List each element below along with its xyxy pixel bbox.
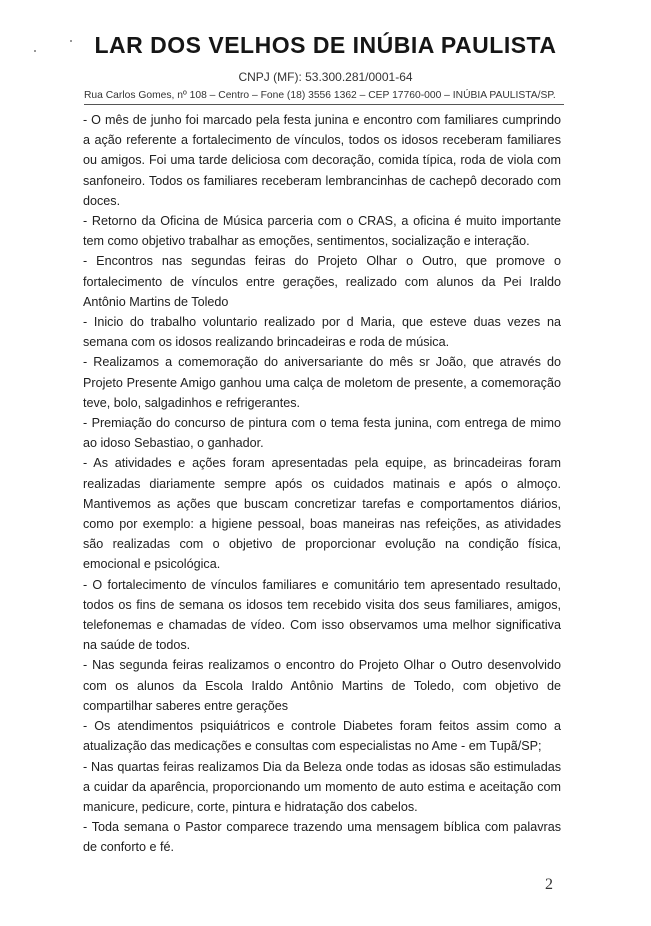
paragraph: - Premiação do concurso de pintura com o tema festa junina, com entrega de mimo ao idoso Sebastiao, o ganhador. xyxy=(83,416,561,451)
paragraph: - Nas segunda feiras realizamos o encontro do Projeto Olhar o Outro desenvolvido com os alunos da Escola Iraldo Antônio Martins de Toledo, com objetivo de compartilhar saberes entre gerações xyxy=(83,658,561,713)
cnpj-line: CNPJ (MF): 53.300.281/0001-64 xyxy=(238,70,413,84)
paragraph: - Inicio do trabalho voluntario realizado por d Maria, que esteve duas vezes na semana com os idosos realizando brincadeiras e roda de música. xyxy=(83,315,561,350)
organization-title: LAR DOS VELHOS DE INÚBIA PAULISTA xyxy=(94,32,557,58)
paragraph: - As atividades e ações foram apresentadas pela equipe, as brincadeiras foram realizadas diariamente sempre após os cuidados matinais e após o almoço. Mantivemos as ações que buscam concretizar tarefas e comportamentos diários, como por exemplo: a higiene pessoal, boas maneiras nas refeições, as atividades são realizadas com o objetivo de proporcionar evolução na condição física, emocional e psicológica. xyxy=(83,456,561,572)
paragraph: - Retorno da Oficina de Música parceria com o CRAS, a oficina é muito importante tem como objetivo trabalhar as emoções, sentimentos, socialização e interação. xyxy=(83,214,561,249)
paragraph: - Nas quartas feiras realizamos Dia da Beleza onde todas as idosas são estimuladas a cuidar da aparência, proporcionando um momento de auto estima e aceitação com manicure, pedicure, corte, pintura e hidratação dos cabelos. xyxy=(83,759,561,814)
paragraph: - O fortalecimento de vínculos familiares e comunitário tem apresentado resultado, todos os fins de semana os idosos tem recebido visita dos seus familiares, amigos, telefonemas e chamadas de vídeo. Com isso observamos uma melhor significativa na saúde de todos. xyxy=(83,577,561,653)
address-line: Rua Carlos Gomes, nº 108 – Centro – Fone (18) 3556 1362 – CEP 17760-000 – INÚBIA PAULISTA/SP. xyxy=(84,90,564,105)
paragraph: - Os atendimentos psiquiátricos e controle Diabetes foram feitos assim como a atualização das medicações e consultas com especialistas no Ame - em Tupã/SP; xyxy=(83,719,561,754)
page-number: 2 xyxy=(545,876,553,893)
paragraph: - O mês de junho foi marcado pela festa junina e encontro com familiares cumprindo a ação referente a fortalecimento de vínculos, todos os idosos receberam familiares ou amigos. Foi uma tarde deliciosa com decoração, comida típica, roda de viola com sanfoneiro. Todos os familiares receberam lembrancinhas de cachepô decorado com doces. xyxy=(83,113,561,208)
report-body xyxy=(83,110,561,858)
paragraph: - Realizamos a comemoração do aniversariante do mês sr João, que através do Projeto Presente Amigo ganhou uma calça de moletom de presente, a comemoração teve, bolo, salgadinhos e refrigerantes. xyxy=(83,355,561,410)
paragraph: - Toda semana o Pastor comparece trazendo uma mensagem bíblica com palavras de conforto e fé. xyxy=(83,820,561,855)
paragraph: - Encontros nas segundas feiras do Projeto Olhar o Outro, que promove o fortalecimento de vínculos entre gerações, realizado com alunos da Pei Iraldo Antônio Martins de Toledo xyxy=(83,254,561,309)
